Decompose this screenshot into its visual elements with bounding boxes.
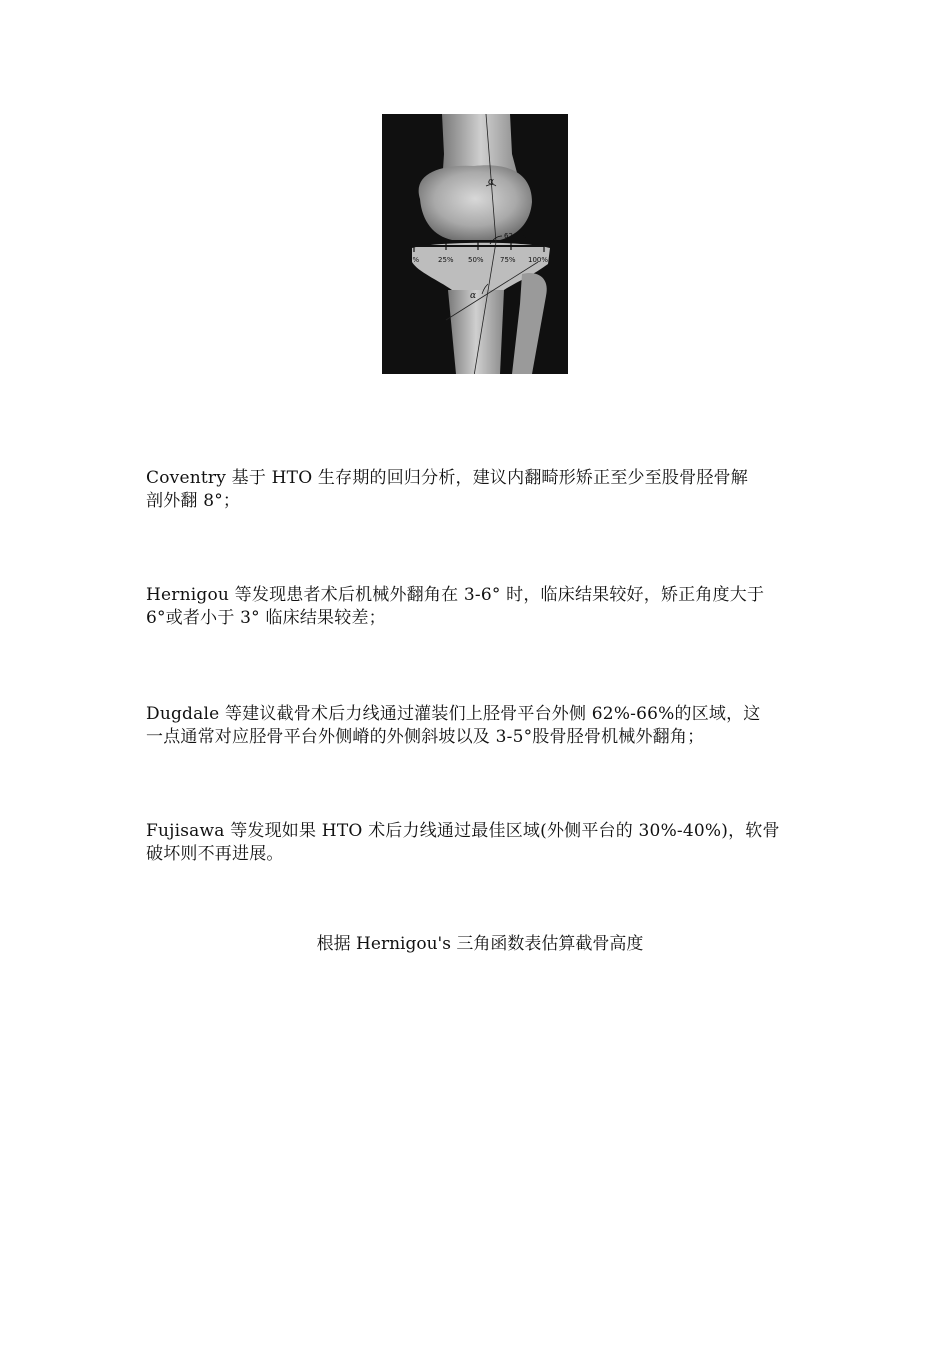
knee-xray-image — [382, 114, 568, 374]
marker-label: 62.5% — [504, 232, 527, 240]
angle-symbol-lower: α — [470, 291, 477, 301]
angle-symbol-upper: α — [488, 177, 495, 187]
paragraph-line: 破坏则不再进展。 — [146, 844, 284, 864]
ruler-tick-25: 25% — [438, 256, 454, 264]
paragraph-line: 一点通常对应胫骨平台外侧嵴的外侧斜坡以及 3-5°股骨胫骨机械外翻角； — [146, 727, 705, 747]
ruler-tick-75: 75% — [500, 256, 516, 264]
paragraph-line: Coventry 基于 HTO 生存期的回归分析，建议内翻畸形矫正至少至股骨胫骨解 — [146, 468, 748, 488]
paragraph-line: 剖外翻 8°； — [146, 491, 241, 511]
paragraph-line: Hernigou 等发现患者术后机械外翻角在 3-6° 时，临床结果较好，矫正角度大于 — [146, 585, 765, 605]
paragraph-coventry — [146, 467, 798, 513]
section-caption: 根据 Hernigou's 三角函数表估算截骨高度 — [316, 934, 644, 954]
paragraph-hernigou — [146, 584, 798, 630]
ruler-tick-0: 0% — [408, 256, 420, 264]
paragraph-fujisawa — [146, 820, 798, 866]
ruler-tick-50: 50% — [468, 256, 484, 264]
paragraph-line: 6°或者小于 3° 临床结果较差； — [146, 608, 386, 628]
knee-xray-drawing — [382, 114, 568, 374]
paragraph-line: Fujisawa 等发现如果 HTO 术后力线通过最佳区域(外侧平台的 30%-40%)，软骨 — [146, 821, 780, 841]
ruler-tick-100: 100% — [528, 256, 549, 264]
paragraph-line: Dugdale 等建议截骨术后力线通过灌装们上胫骨平台外侧 62%-66%的区域，这 — [146, 704, 761, 724]
femoral-condyles — [419, 165, 532, 240]
paragraph-dugdale — [146, 703, 798, 749]
